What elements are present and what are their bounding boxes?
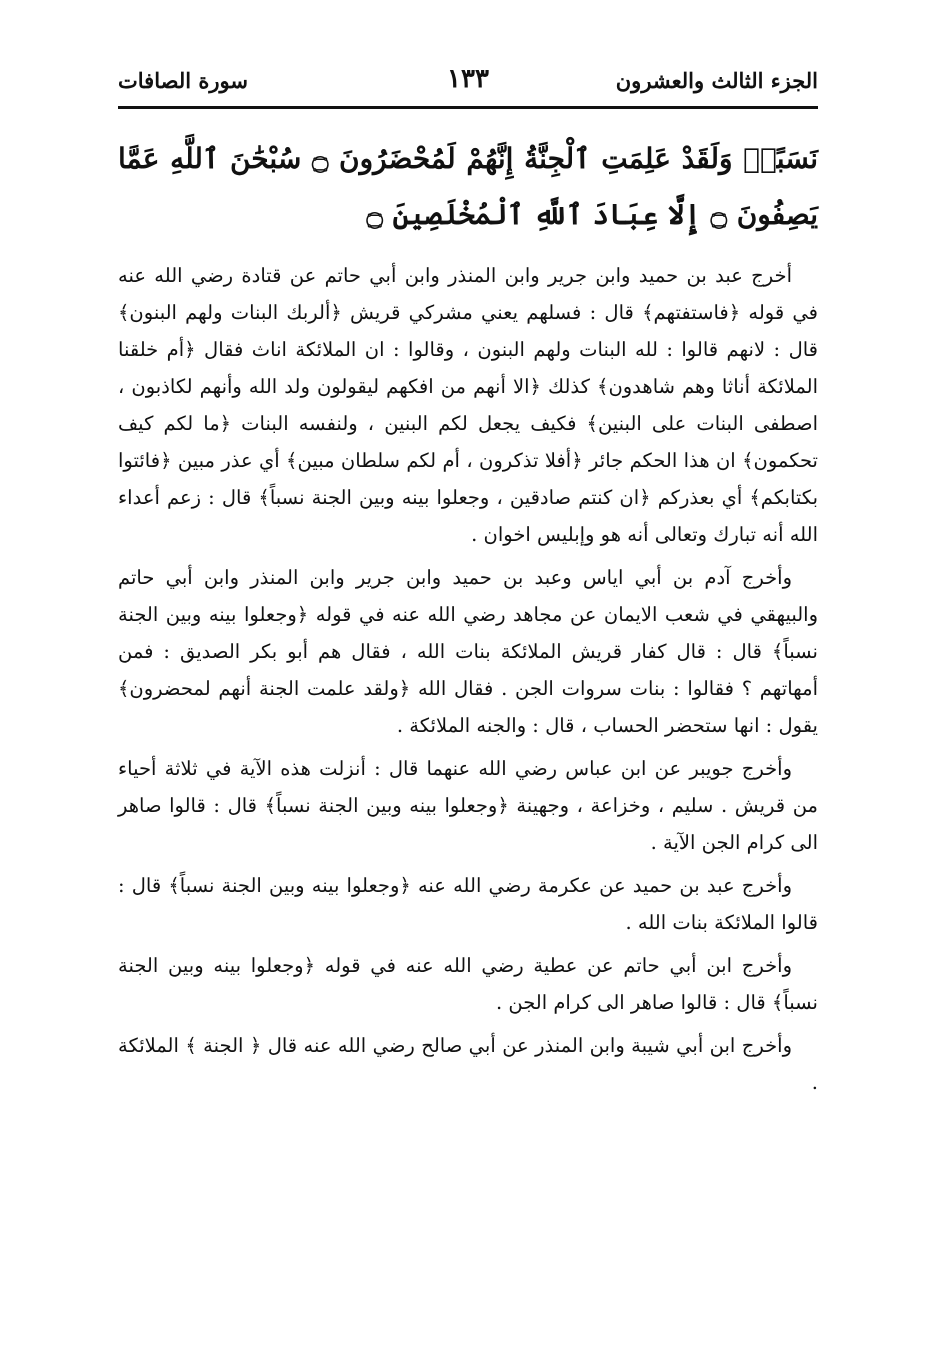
- page: [118, 62, 818, 1107]
- paragraph: وأخرج ابن أبي شيبة وابن المنذر عن أبي صالح رضي الله عنه قال ﴿ الجنة ﴾ الملائكة .: [118, 1034, 818, 1094]
- paragraph: وأخرج جويبر عن ابن عباس رضي الله عنهما قال : أنزلت هذه الآية في ثلاثة أحياء من قريش . سليم ، وخزاعة ، وجهينة ﴿وجعلوا بينه وبين الجنة نسباً﴾ قال : قالوا صاهر الى كرام الجن الآية .: [118, 757, 818, 854]
- commentary-body: [118, 257, 818, 1101]
- quran-verse: نَسَبًاۚ وَلَقَدْ عَلِمَتِ ٱلْجِنَّةُ إِنَّهُمْ لَمُحْضَرُونَ ۝ سُبْحَٰنَ ٱللَّهِ عَمَّا يَصِفُونَ ۝ إِلَّا عِبَادَ ٱللَّهِ ٱلْمُخْلَصِينَ ۝: [118, 142, 818, 231]
- part-title: الجزء الثالث والعشرون: [615, 68, 818, 93]
- paragraph: وأخرج آدم بن أبي اياس وعبد بن حميد وابن جرير وابن المنذر وابن أبي حاتم والبيهقي في شعب الايمان عن مجاهد رضي الله عنه في قوله ﴿وجعلوا بينه وبين الجنة نسباً﴾ قال : قال كفار قريش الملائكة بنات الله ، فقال هم أبو بكر الصديق : فمن أمهاتهم ؟ فقالوا : بنات سروات الجن . فقال الله ﴿ولقد علمت الجنة أنهم لمحضرون﴾ يقول : انها ستحضر الحساب ، قال : والجنه الملائكة .: [118, 566, 818, 737]
- paragraph: وأخرج ابن أبي حاتم عن عطية رضي الله عنه في قوله ﴿وجعلوا بينه وبين الجنة نسباً﴾ قال : قالوا صاهر الى كرام الجن .: [118, 954, 818, 1014]
- page-number: ١٣٣: [447, 64, 489, 94]
- paragraph: وأخرج عبد بن حميد عن عكرمة رضي الله عنه ﴿وجعلوا بينه وبين الجنة نسباً﴾ قال : قالوا الملائكة بنات الله .: [118, 874, 818, 934]
- paragraph: أخرج عبد بن حميد وابن جرير وابن المنذر وابن أبي حاتم عن قتادة رضي الله عنه في قوله ﴿فاستفتهم﴾ قال : فسلهم يعني مشركي قريش ﴿ألربك البنات ولهم البنون﴾ قال : لانهم قالوا : لله البنات ولهم البنون ، وقالوا : ان الملائكة اناث فقال ﴿أم خلقنا الملائكة أناثا وهم شاهدون﴾ كذلك ﴿الا أنهم من افكهم ليقولون ولد الله وأنهم لكاذبون ، اصطفى البنات على البنين﴾ فكيف يجعل لكم البنين ، ولنفسه البنات ﴿ما لكم كيف تحكمون﴾ ان هذا الحكم جائر ﴿أفلا تذكرون ، أم لكم سلطان مبين﴾ أي عذر مبين ﴿فائتوا بكتابكم﴾ أي بعذركم ﴿ان كنتم صادقين ، وجعلوا بينه وبين الجنة نسباً﴾ قال : زعم أعداء الله أنه تبارك وتعالى أنه هو وإبليس اخوان .: [118, 264, 818, 546]
- page-header: [118, 62, 818, 109]
- surah-title: سورة الصافات: [118, 68, 248, 93]
